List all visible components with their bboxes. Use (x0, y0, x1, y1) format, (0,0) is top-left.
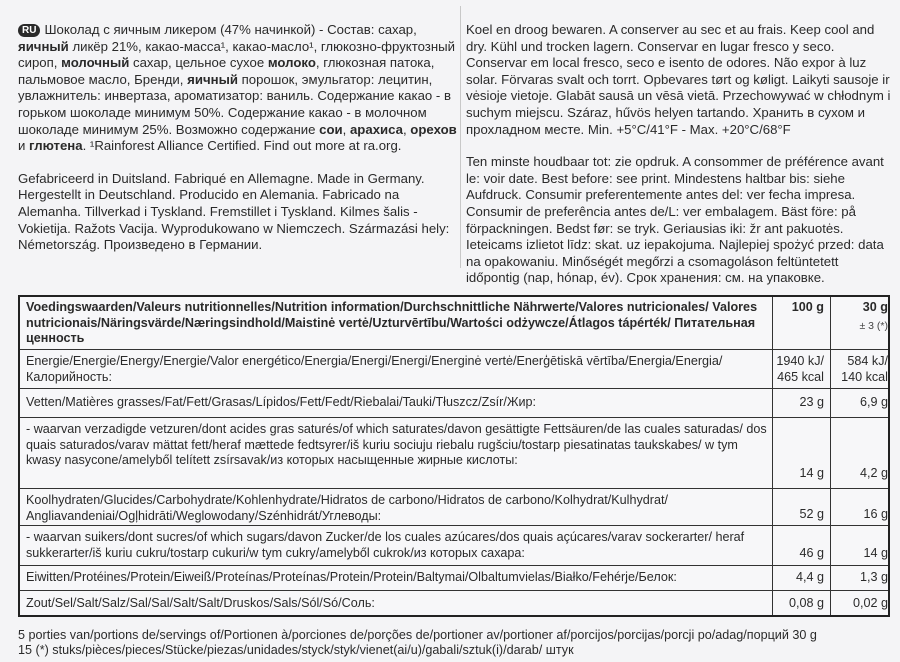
row-label: Energie/Energie/Energy/Energie/Valor energético/Energia/Energi/Energi/Energinė vertė/Enerģētiskā vērtība/Energia/Energia/ Калорийность: (26, 354, 723, 384)
row-label: - waarvan verzadigde vetzuren/dont acides gras saturés/of which saturates/davon gesättigte Fettsäuren/de las cuales saturadas/ dos quais saturados/varav mättat fett/heraf mættede fedtsyrer/iš kuriu sociuju riebalu rugšciu/tostarp piesatinatas taukskabes/ w tym kwasy nasycone/amelyből telített zsírsavak/из которых насыщенные жирные кислоты: (26, 422, 767, 468)
row-label: Koolhydraten/Glucides/Carbohydrate/Kohlenhydrate/Hidratos de carbono/Hidratos de carbono/Kolhydrat/Kulhydrat/ Angliavandeniai/Ogļhidrāti/Weglowodany/Szénhidrát/Углеводы: (26, 493, 668, 523)
row-value-30g: 584 kJ/ 140 kcal (841, 354, 888, 384)
table-row-saturates (20, 417, 888, 488)
row-label: Eiwitten/Protéines/Protein/Eiweiß/Proteínas/Proteínas/Protein/Protein/Baltymai/Olbaltumvielas/Białko/Fehérje/Белок: (26, 570, 677, 584)
ingredient-bold-segment: яичный (187, 71, 238, 87)
ingredient-segment: порошок, эмульгатор: лецитин, увлажнитель: инвертаза, ароматизатор: ваниль. Содержание какао - в горьком шоколаде минимум 50%. Содержание какао - в молочном шоколаде минимум 25%. Возможно содержание (18, 71, 451, 137)
ingredient-segment: сахар, цельное сухое (129, 55, 268, 71)
ingredient-segment: Шоколад с яичным ликером (47% начинкой) - Состав: сахар, (44, 22, 417, 37)
row-label: Vetten/Matières grasses/Fat/Fett/Grasas/Lípidos/Fett/Fedt/Riebalai/Tauki/Tłuszcz/Zsír/Жир: (26, 395, 537, 409)
table-header-row (20, 297, 888, 348)
ingredient-bold-segment: молочный (61, 55, 130, 71)
table-header-label: Voedingswaarden/Valeurs nutritionnelles/Nutrition information/Durchschnittliche Nährwerte/Valores nutricionales/ Valores nutricionais/Näringsvärde/Næringsindhold/Maistinė vertė/Uzturvērtību/Wartości odżywcze/Átlagos tápérték/ Питательная ценность (26, 300, 758, 346)
row-value-100g: 4,4 g (795, 570, 824, 584)
table-row-salt (20, 590, 888, 616)
servings-line: 5 porties van/portions de/servings of/Portionen à/porciones de/porções de/portioner av/portioner af/porcijos/porcijas/porcji po/adag/порций 30 g (18, 628, 817, 642)
row-value-100g: 14 g (799, 466, 824, 480)
row-value-30g: 0,02 g (852, 596, 888, 610)
row-value-30g: 4,2 g (859, 466, 888, 480)
column-divider (460, 6, 461, 268)
ru-ingredients (18, 22, 458, 155)
row-value-30g: 6,9 g (859, 395, 888, 409)
row-value-100g: 1940 kJ/ 465 kcal (776, 354, 824, 384)
ingredient-bold-segment: молоко (267, 55, 316, 71)
row-value-30g: 16 g (863, 507, 888, 521)
row-value-100g: 52 g (799, 507, 824, 521)
info-columns (0, 0, 900, 286)
table-header-30g: 30 g (862, 300, 888, 314)
row-value-100g: 46 g (799, 546, 824, 560)
row-label: - waarvan suikers/dont sucres/of which sugars/davon Zucker/de los cuales azúcares/dos quais açúcares/varav sockerarter/ heraf sukkerarter/iš kuriu cukru/tostarp cukuri/w tym cukry/amelyből cukrok/из которых сахара: (26, 530, 745, 560)
table-row-energy (20, 349, 888, 388)
table-row-carbohydrate (20, 488, 888, 525)
ingredient-segment: , (402, 121, 411, 137)
row-value-30g: 14 g (863, 546, 888, 560)
table-header-30g-note: ± 3 (*) (859, 320, 888, 332)
ingredient-bold-segment: арахиса (349, 121, 403, 137)
table-row-protein (20, 565, 888, 590)
ingredient-segment: ликёр 21%, какао-масса¹, какао-масло¹, глюкозно-фруктозный сироп, (18, 38, 455, 71)
table-row-fat (20, 388, 888, 417)
ingredient-segment: . ¹Rainforest Alliance Certified. Find out more at ra.org. (82, 138, 402, 154)
ingredient-bold-segment: глютена (29, 138, 83, 154)
table-header-100g: 100 g (791, 300, 824, 314)
ingredient-segment: и (18, 138, 30, 154)
ingredient-bold-segment: яичный (18, 38, 69, 54)
row-label: Zout/Sel/Salt/Salz/Sal/Sal/Salt/Salt/Druskos/Sals/Sól/Só/Соль: (26, 596, 375, 610)
pieces-line: 15 (*) stuks/pièces/pieces/Stücke/piezas/unidades/styck/styk/vienet(ai/u)/gabali/sztuk(i)/darab/ штук (18, 643, 574, 657)
ingredient-bold-segment: орехов (410, 121, 457, 137)
row-value-30g: 1,3 g (859, 570, 888, 584)
left-column (18, 22, 458, 254)
row-value-100g: 0,08 g (788, 596, 824, 610)
origin-text: Gefabriceerd in Duitsland. Fabriqué en Allemagne. Made in Germany. Hergestellt in Deutschland. Producido en Alemania. Fabricado na Alemanha. Tillverkad i Tyskland. Fremstillet i Tyskland. Kilmes šalis - Vokietija. Ražots Vacija. Wyprodukowano w Niemczech. Származási hely: Németország. Произведено в Германии. (18, 170, 450, 253)
best-before-text: Ten minste houdbaar tot: zie opdruk. A consommer de préférence avant le: voir date. Best before: see print. Mindestens haltbar bis: siehe Aufdruck. Consumir preferentemente antes del: ver fecha impresa. Consumir de preferência antes de/L: ver embalagem. Bäst före: på förpackningen. Bedst før: se tryk. Geriausias iki: žr ant pakuotės. Ieteicams izlietot līdz: skat. uz iepakojuma. Najlepiej spożyć przed: data na opakowaniu. Minőségét megőrzi a csomagoláson feltüntetett időpontig (nap, hónap, év). Срок хранения: см. на упаковке. (466, 154, 884, 286)
row-value-100g: 23 g (799, 395, 824, 409)
right-column (466, 22, 892, 287)
table-row-sugars (20, 525, 888, 565)
language-badge-ru: RU (18, 24, 40, 37)
ingredient-segment: , (342, 121, 350, 137)
nutrition-table (18, 295, 890, 617)
ru-ingredients-text (18, 22, 457, 153)
ingredient-bold-segment: сои (319, 121, 343, 137)
storage-text: Koel en droog bewaren. A conserver au sec et au frais. Keep cool and dry. Kühl und trocken lagern. Conservar en lugar fresco y seco. Conservar em local fresco, seco e isento de odores. Não expor à luz solar. Förvaras svalt och torrt. Opbevares tørt og køligt. Laikyti sausoje ir vėsioje vietoje. Glabāt sausā un vēsā vietā. Przechowywać w chłodnym i suchym miejscu. Száraz, hűvös helyen tartando. Хранить в сухом и прохладном месте. Min. +5°C/41°F - Max. +20°C/68°F (466, 22, 891, 137)
ingredient-segment: , глюкозная патока, пальмовое масло, Бренди, (18, 55, 435, 87)
